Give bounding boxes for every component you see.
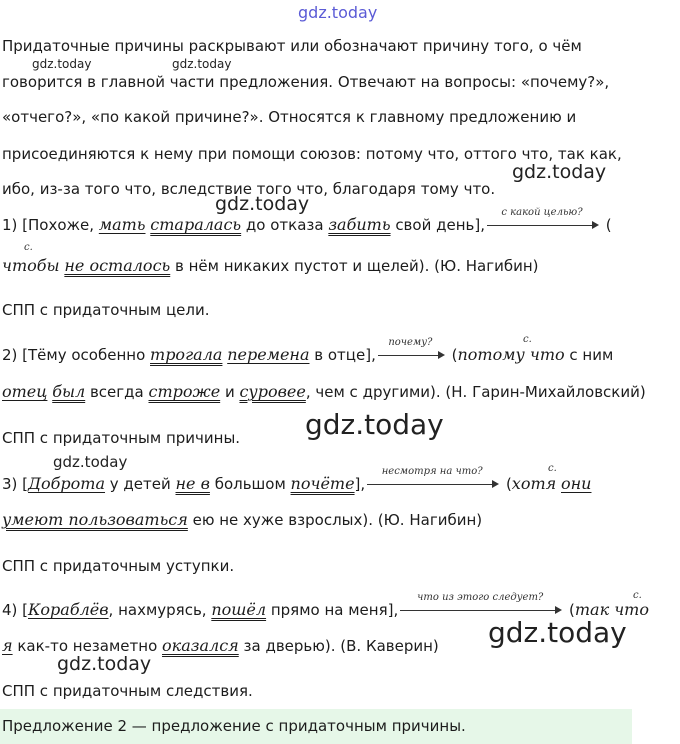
watermark-medium: gdz.today [512,161,607,183]
question-arrow [378,337,443,356]
subject: мать [98,215,146,234]
sentence-4-result: СПП с придаточным следствия. [2,682,253,700]
question-label: несмотря на что? [381,466,483,477]
sentence-text: с ним [564,346,614,364]
watermark-large: gdz.today [488,616,627,649]
sentence-text: ( [564,601,575,619]
question-arrow [367,466,497,485]
conjunction: чтобы [2,256,60,275]
conjunction-mark: с. [523,334,532,345]
question-arrow [487,207,597,226]
sentence-text: ею не хуже взрослых). (Ю. Нагибин) [187,511,483,529]
sentence-1-line-1 [2,207,612,235]
predicate: трогала [150,345,223,364]
sentence-text: за дверью). (В. Каверин) [238,637,439,655]
conjunction-mark: с. [633,590,642,601]
question-label: что из этого следует? [417,592,544,603]
subject: отец [2,382,48,401]
predicate: забить [328,215,391,234]
sentence-1-result: СПП с придаточным цели. [2,301,210,319]
sentence-4-line-2 [2,636,439,656]
sentence-text: ( [600,216,612,234]
predicate: почёте [290,474,355,493]
intro-line: «отчего?», «по какой причине?». Относятся к главному предложению и [2,108,577,126]
sentence-number: 2) [Тёму особенно [2,346,151,364]
sentence-text: ( [501,475,512,493]
predicate: суровее [239,382,306,401]
subject: я [2,636,13,655]
sentence-text: , чем с другими). (Н. Гарин-Михайловский) [305,383,646,401]
intro-line: говорится в главной части предложения. Отвечают на вопросы: «почему?», [2,73,610,91]
sentence-text: до отказа [241,216,329,234]
predicate: не в [175,474,210,493]
predicate: оказался [162,636,239,655]
sentence-text: ], [354,475,366,493]
subject: перемена [227,345,310,364]
sentence-text: большом [209,475,291,493]
answer-banner: Предложение 2 — предложение с придаточным причины. [0,709,632,744]
sentence-text: всегда [85,383,149,401]
sentence-number: 3) [ [2,475,29,493]
sentence-text: в отце], [309,346,376,364]
predicate: пошёл [211,600,267,619]
watermark-large: gdz.today [305,408,444,441]
intro-line: присоединяются к нему при помощи союзов: потому что, оттого что, так как, [2,145,622,163]
predicate: строже [148,382,221,401]
question-label: с какой целью? [501,207,583,218]
watermark-small: gdz.today [53,453,128,471]
sentence-3-line-1 [2,466,592,494]
question-label: почему? [388,337,433,348]
conjunction-mark: с. [24,242,33,253]
conjunction: потому что [457,345,565,364]
watermark-small: gdz.today [172,57,232,71]
sentence-text: свой день], [390,216,485,234]
sentence-text: и [220,383,240,401]
sentence-2-result: СПП с придаточным причины. [2,429,241,447]
predicate: был [52,382,86,401]
conjunction-mark: с. [548,463,557,474]
sentence-text: ( [446,346,458,364]
sentence-3-line-2 [2,510,482,530]
sentence-2-line-2 [2,382,646,402]
sentence-text: прямо на меня], [266,601,399,619]
conjunction: хотя [511,474,557,493]
sentence-4-line-1 [2,592,649,620]
subject: Доброта [28,474,106,493]
predicate: умеют пользоваться [2,510,188,529]
sentence-text: в нём никаких пустот и щелей). (Ю. Нагибин) [170,257,539,275]
predicate: не осталось [64,256,171,275]
sentence-2-line-1 [2,337,614,365]
watermark-medium: gdz.today [215,193,310,215]
sentence-number: 4) [ [2,601,29,619]
sentence-text: как-то незаметно [12,637,163,655]
watermark-top: gdz.today [298,3,378,22]
sentence-number: 1) [Похоже, [2,216,99,234]
intro-line: ибо, из-за того что, вследствие того что, благодаря тому что. [2,180,496,198]
watermark-small: gdz.today [32,57,92,71]
sentence-3-result: СПП с придаточным уступки. [2,557,235,575]
question-arrow [400,592,560,611]
conjunction: так что [574,600,649,619]
watermark-medium: gdz.today [57,653,152,675]
subject: Кораблёв [28,600,109,619]
subject: они [561,474,592,493]
sentence-1-line-2 [2,256,539,276]
sentence-text: у детей [105,475,176,493]
intro-line: Придаточные причины раскрывают или обозначают причину того, о чём [2,37,582,55]
sentence-text: , нахмурясь, [108,601,212,619]
predicate: старалась [150,215,242,234]
